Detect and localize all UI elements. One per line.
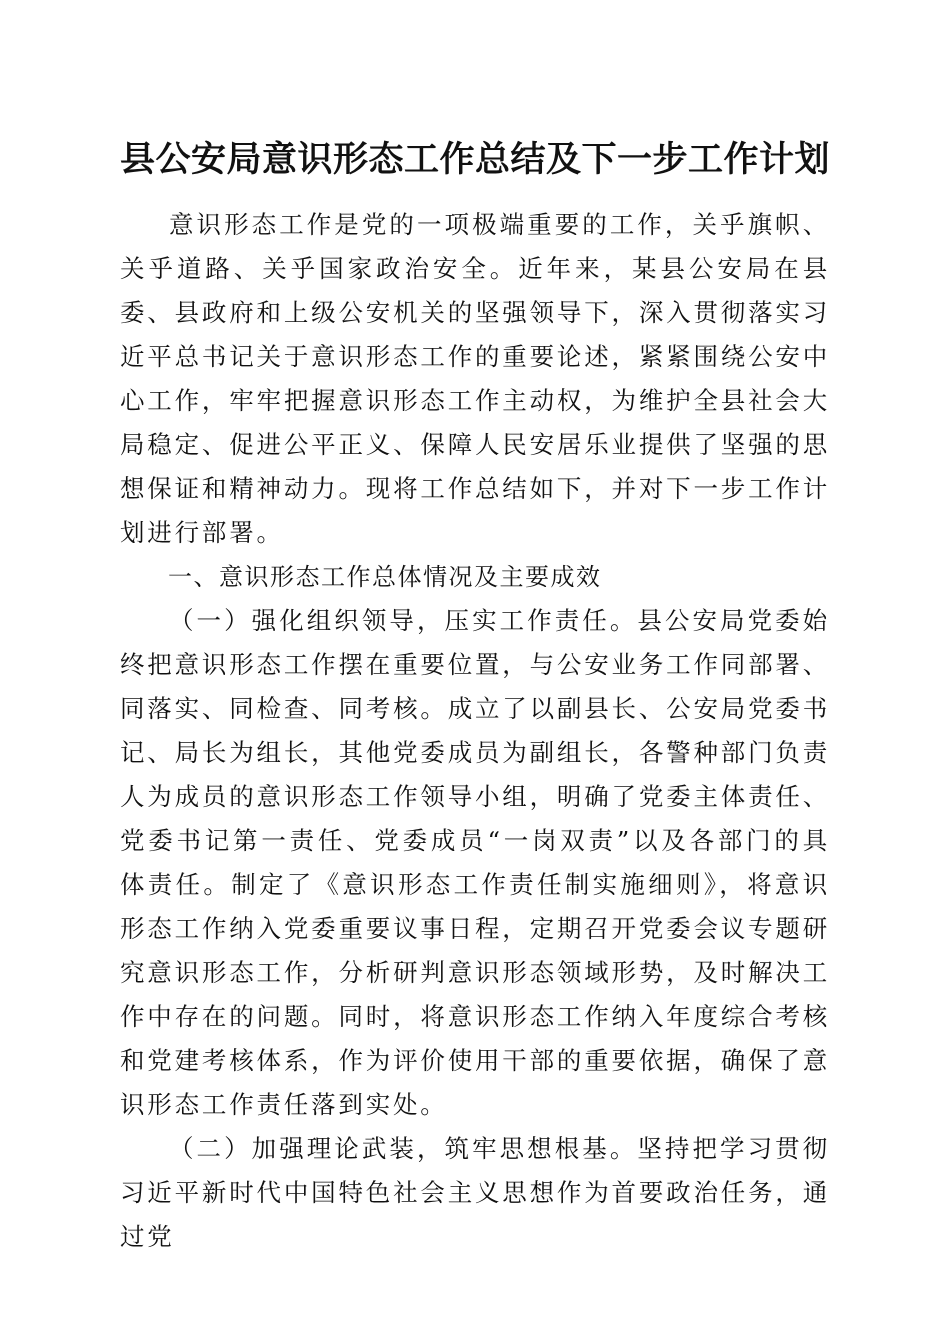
subsection-2-text: 坚持把学习贯彻习近平新时代中国特色社会主义思想作为首要政治任务，通过党	[120, 1134, 830, 1251]
subsection-1-lead: （一）强化组织领导，压实工作责任。	[169, 606, 638, 635]
subsection-1-paragraph	[120, 599, 830, 1127]
intro-paragraph: 意识形态工作是党的一项极端重要的工作，关乎旗帜、关乎道路、关乎国家政治安全。近年来，某县公安局在县委、县政府和上级公安机关的坚强领导下，深入贯彻落实习近平总书记关于意识形态工作的重要论述，紧紧围绕公安中心工作，牢牢把握意识形态工作主动权，为维护全县社会大局稳定、促进公平正义、保障人民安居乐业提供了坚强的思想保证和精神动力。现将工作总结如下，并对下一步工作计划进行部署。	[120, 210, 830, 547]
document-body	[120, 203, 830, 1259]
subsection-2-lead: （二）加强理论武装，筑牢思想根基。	[169, 1134, 638, 1163]
document-title: 县公安局意识形态工作总结及下一步工作计划	[119, 139, 830, 180]
subsection-2-paragraph	[120, 1127, 830, 1259]
section-heading-1: 一、意识形态工作总体情况及主要成效	[168, 563, 602, 591]
subsection-1-text: 县公安局党委始终把意识形态工作摆在重要位置，与公安业务工作同部署、同落实、同检查、同考核。成立了以副县长、公安局党委书记、局长为组长，其他党委成员为副组长，各警种部门负责人为成员的意识形态工作领导小组，明确了党委主体责任、党委书记第一责任、党委成员“一岗双责”以及各部门的具体责任。制定了《意识形态工作责任制实施细则》，将意识形态工作纳入党委重要议事日程，定期召开党委会议专题研究意识形态工作，分析研判意识形态领域形势，及时解决工作中存在的问题。同时，将意识形态工作纳入年度综合考核和党建考核体系，作为评价使用干部的重要依据，确保了意识形态工作责任落到实处。	[120, 606, 830, 1119]
